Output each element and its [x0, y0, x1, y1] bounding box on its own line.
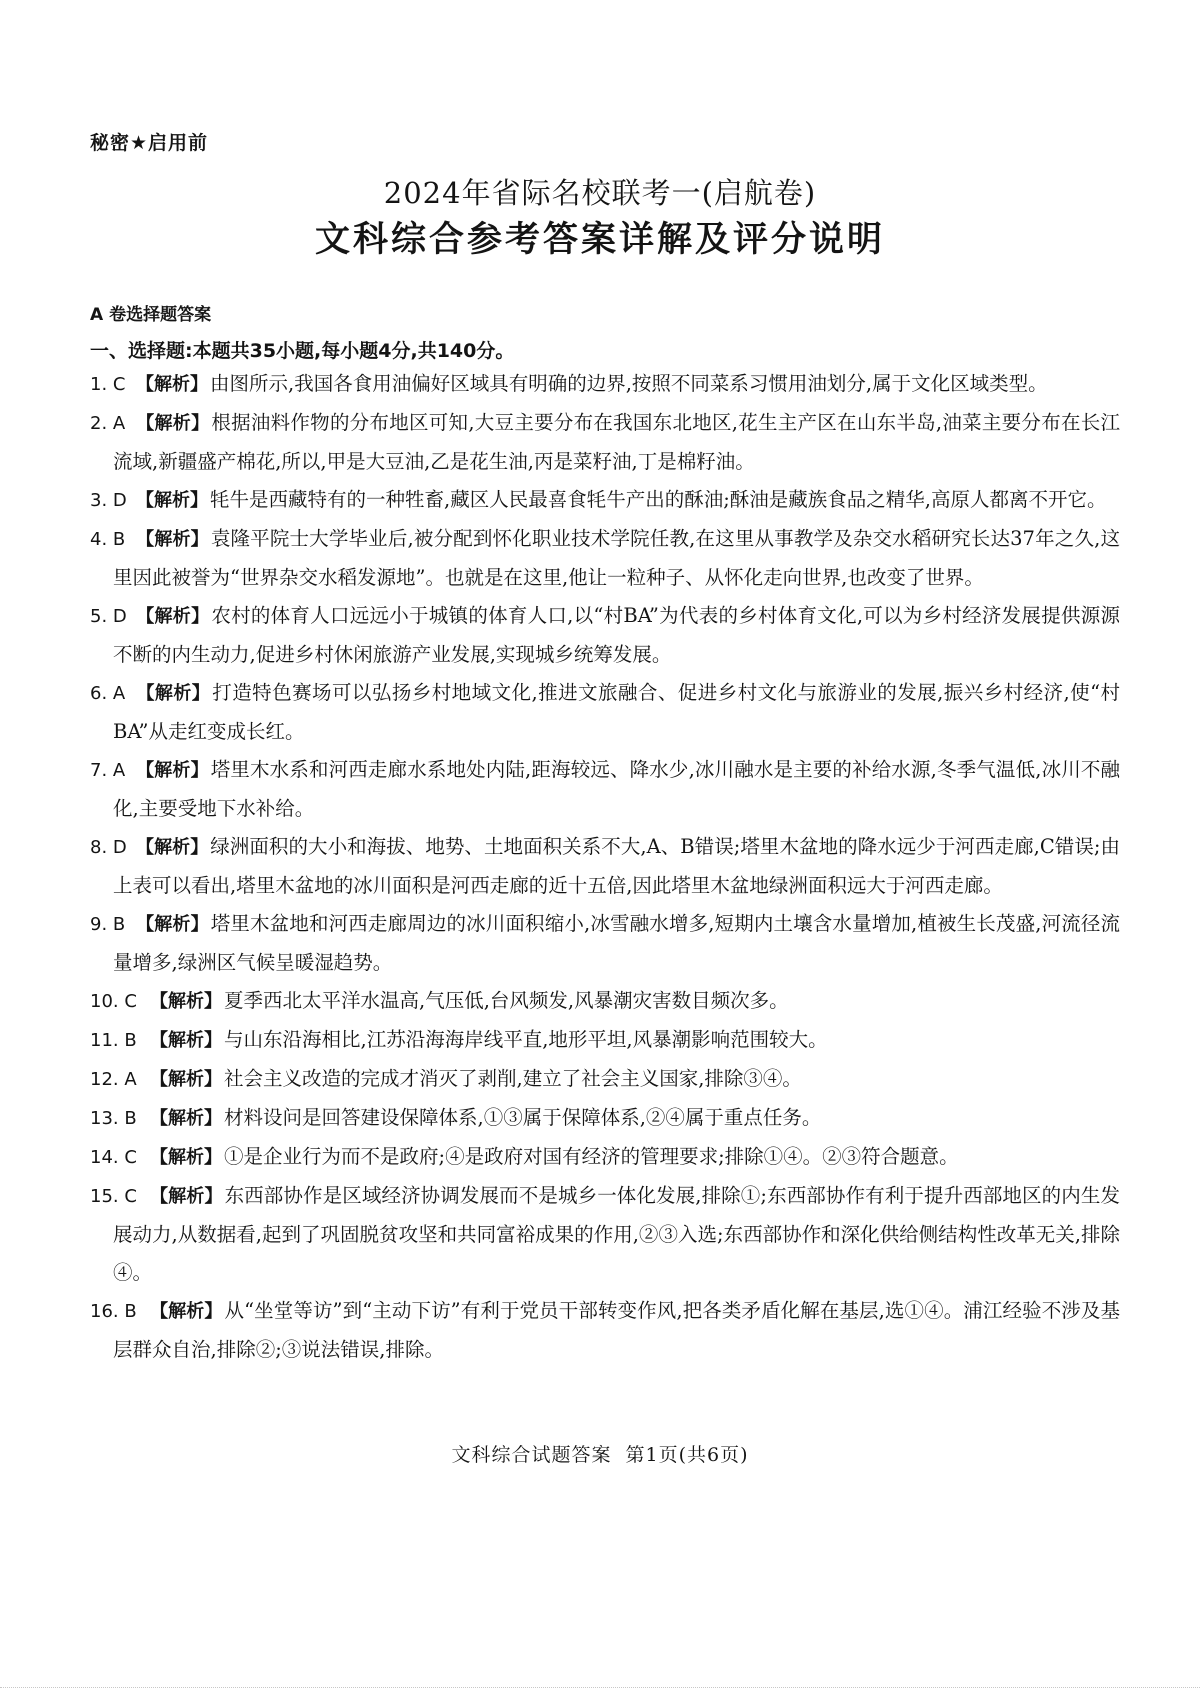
answer-item — [90, 1060, 1120, 1099]
answer-number: 3. D — [90, 490, 127, 511]
analysis-tag: 【解析】 — [150, 1147, 222, 1168]
analysis-tag: 【解析】 — [136, 837, 209, 858]
answer-number: 12. A — [90, 1069, 137, 1090]
document-title: 文科综合参考答案详解及评分说明 — [314, 220, 885, 260]
answer-item — [90, 404, 1120, 481]
answer-item — [90, 751, 1120, 828]
answer-item — [90, 597, 1120, 674]
answer-explanation: 牦牛是西藏特有的一种牲畜,藏区人民最喜食牦牛产出的酥油;酥油是藏族食品之精华,高原人都离不开它。 — [210, 488, 1107, 511]
answer-number: 15. C — [90, 1186, 137, 1207]
answer-explanation: 农村的体育人口远远小于城镇的体育人口,以“村BA”为代表的乡村体育文化,可以为乡村经济发展提供源源不断的内生动力,促进乡村休闲旅游产业发展,实现城乡统筹发展。 — [113, 604, 1121, 666]
answer-number: 13. B — [90, 1108, 137, 1129]
answer-explanation: 社会主义改造的完成才消灭了剥削,建立了社会主义国家,排除③④。 — [224, 1067, 802, 1090]
analysis-tag: 【解析】 — [136, 683, 211, 704]
answer-item — [90, 982, 1120, 1021]
answer-number: 10. C — [90, 991, 137, 1012]
answer-number: 8. D — [90, 837, 127, 858]
answer-explanation: 塔里木盆地和河西走廊周边的冰川面积缩小,冰雪融水增多,短期内土壤含水量增加,植被生长茂盛,河流径流量增多,绿洲区气候呈暖湿趋势。 — [113, 912, 1121, 974]
page-footer — [0, 1440, 1200, 1467]
answer-explanation: 材料设问是回答建设保障体系,①③属于保障体系,②④属于重点任务。 — [224, 1106, 822, 1129]
answer-item — [90, 905, 1120, 982]
answer-explanation: 与山东沿海相比,江苏沿海海岸线平直,地形平坦,风暴潮影响范围较大。 — [224, 1028, 828, 1051]
answer-number: 16. B — [90, 1301, 137, 1322]
footer-page-number: 第1页(共6页) — [625, 1444, 749, 1466]
answer-item — [90, 1138, 1120, 1177]
answer-item — [90, 1292, 1120, 1369]
answer-number: 4. B — [90, 529, 126, 550]
analysis-tag: 【解析】 — [150, 991, 222, 1012]
answer-number: 14. C — [90, 1147, 137, 1168]
analysis-tag: 【解析】 — [136, 914, 209, 935]
answer-explanation: 袁隆平院士大学毕业后,被分配到怀化职业技术学院任教,在这里从事教学及杂交水稻研究长达37年之久,这里因此被誉为“世界杂交水稻发源地”。也就是在这里,他让一粒种子、从怀化走向世界,也改变了世界。 — [113, 527, 1120, 589]
answer-item — [90, 520, 1120, 597]
answer-number: 2. A — [90, 413, 126, 434]
answer-list — [90, 365, 1120, 1369]
answer-item — [90, 1177, 1120, 1292]
analysis-tag: 【解析】 — [150, 1030, 222, 1051]
analysis-tag: 【解析】 — [136, 606, 210, 627]
analysis-tag: 【解析】 — [150, 1186, 223, 1207]
analysis-tag: 【解析】 — [150, 1069, 222, 1090]
answer-explanation: 绿洲面积的大小和海拔、地势、土地面积关系不大,A、B错误;塔里木盆地的降水远少于河西走廊,C错误;由上表可以看出,塔里木盆地的冰川面积是河西走廊的近十五倍,因此塔里木盆地绿洲面积远大于河西走廊。 — [113, 835, 1121, 897]
analysis-tag: 【解析】 — [150, 1301, 223, 1322]
section-label: A 卷选择题答案 — [90, 305, 212, 325]
answer-number: 6. A — [90, 683, 126, 704]
answer-item — [90, 674, 1120, 751]
analysis-tag: 【解析】 — [136, 529, 209, 550]
bottom-divider — [0, 1687, 1200, 1688]
analysis-tag: 【解析】 — [136, 490, 208, 511]
analysis-tag: 【解析】 — [150, 1108, 222, 1129]
answer-item — [90, 481, 1120, 520]
answer-explanation: 从“坐堂等访”到“主动下访”有利于党员干部转变作风,把各类矛盾化解在基层,选①④。浦江经验不涉及基层群众自治,排除②;③说法错误,排除。 — [113, 1299, 1121, 1361]
exam-title: 2024年省际名校联考一(启航卷) — [383, 176, 817, 210]
answer-explanation: 夏季西北太平洋水温高,气压低,台风频发,风暴潮灾害数目频次多。 — [224, 989, 789, 1012]
answer-explanation: 由图所示,我国各食用油偏好区域具有明确的边界,按照不同菜系习惯用油划分,属于文化区域类型。 — [210, 372, 1048, 395]
answer-item — [90, 1099, 1120, 1138]
answer-number: 5. D — [90, 606, 127, 627]
section-heading: 一、选择题:本题共35小题,每小题4分,共140分。 — [90, 340, 515, 362]
answer-number: 11. B — [90, 1030, 137, 1051]
answer-explanation: 塔里木水系和河西走廊水系地处内陆,距海较远、降水少,冰川融水是主要的补给水源,冬季气温低,冰川不融化,主要受地下水补给。 — [113, 758, 1121, 820]
answer-item — [90, 365, 1120, 404]
footer-subject: 文科综合试题答案 — [451, 1444, 612, 1466]
answer-explanation: 东西部协作是区域经济协调发展而不是城乡一体化发展,排除①;东西部协作有利于提升西部地区的内生发展动力,从数据看,起到了巩固脱贫攻坚和共同富裕成果的作用,②③入选;东西部协作和深化供给侧结构性改革无关,排除④。 — [113, 1184, 1120, 1284]
confidential-mark: 秘密★启用前 — [90, 132, 209, 154]
answer-number: 1. C — [90, 374, 126, 395]
analysis-tag: 【解析】 — [136, 760, 209, 781]
analysis-tag: 【解析】 — [136, 374, 208, 395]
answer-item — [90, 828, 1120, 905]
analysis-tag: 【解析】 — [136, 413, 210, 434]
answer-number: 7. A — [90, 760, 126, 781]
answer-explanation: ①是企业行为而不是政府;④是政府对国有经济的管理要求;排除①④。②③符合题意。 — [224, 1145, 959, 1168]
answer-item — [90, 1021, 1120, 1060]
answer-number: 9. B — [90, 914, 126, 935]
answer-explanation: 根据油料作物的分布地区可知,大豆主要分布在我国东北地区,花生主产区在山东半岛,油菜主要分布在长江流域,新疆盛产棉花,所以,甲是大豆油,乙是花生油,丙是菜籽油,丁是棉籽油。 — [113, 411, 1120, 473]
answer-explanation: 打造特色赛场可以弘扬乡村地域文化,推进文旅融合、促进乡村文化与旅游业的发展,振兴乡村经济,使“村BA”从走红变成长红。 — [113, 681, 1121, 743]
